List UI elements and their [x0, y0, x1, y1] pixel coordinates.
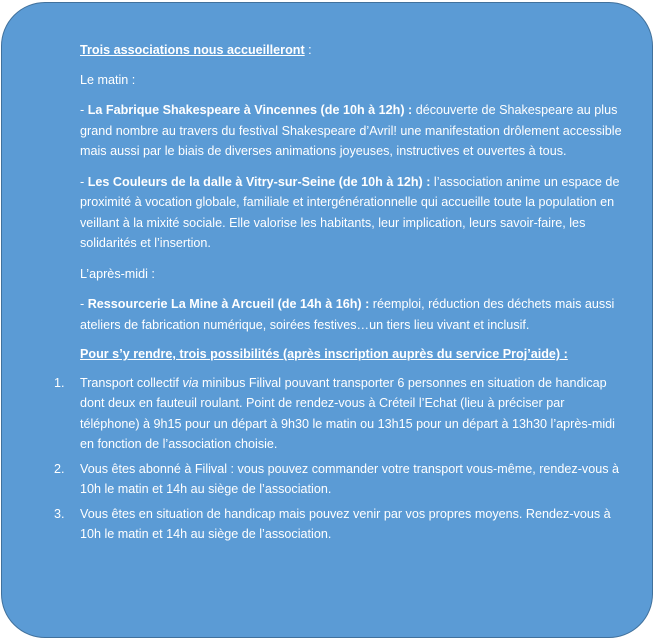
- option-number: 2.: [54, 461, 65, 476]
- association-dash: -: [80, 103, 88, 117]
- association-dash: -: [80, 297, 88, 311]
- association-name: Ressourcerie La Mine à Arcueil (de 14h à 16h) :: [87, 297, 370, 311]
- section-heading: [80, 40, 622, 61]
- heading-colon: :: [304, 43, 312, 57]
- association-description: l’association anime un espace de proximité à vocation globale, familiale et intergénérationnelle qui accueille toute la population en veillant à la mixité sociale. Elle valorise les habitants, leur implication, leurs savoir-faire, les solidarités et l’insertion.: [80, 174, 620, 250]
- afternoon-label: L’après-midi :: [80, 266, 155, 281]
- association-description: découverte de Shakespeare au plus grand nombre au travers du festival Shakespeare d’Avril! une manifestation drôlement accessible mais aussi par le biais de diverses animations joyeuses, instructives et ouvertes à tous.: [80, 103, 622, 158]
- association-dash: -: [80, 174, 88, 189]
- association-name: Les Couleurs de la dalle à Vitry-sur-Seine (de 10h à 12h) :: [87, 174, 431, 189]
- morning-label: Le matin :: [80, 72, 136, 87]
- access-option: [54, 373, 622, 455]
- access-heading-text: Pour s’y rendre, trois possibilités (après inscription auprès du service Proj’aide) :: [80, 347, 568, 361]
- access-option: [54, 459, 622, 500]
- info-content: [54, 40, 622, 549]
- option-text-end: minibus Filival pouvant transporter 6 personnes en situation de handicap dont deux en fauteuil roulant. Point de rendez-vous à Créteil l’Echat (lieu à préciser par téléphone) à 9h15 pour un départ à 9h30 le matin ou 13h15 pour un départ à 13h30 l’après-midi en fonction de l’association choisie.: [80, 375, 615, 451]
- option-number: 1.: [54, 375, 65, 390]
- option-text: Transport collectif: [80, 375, 183, 390]
- access-option: [54, 504, 622, 545]
- association-item: [80, 172, 622, 254]
- access-options-list: [54, 373, 622, 545]
- option-text: Vous êtes abonné à Filival : vous pouvez commander votre transport vous-même, rendez-vous à 10h le matin et 14h au siège de l’association.: [80, 461, 620, 496]
- info-card: [1, 2, 653, 638]
- option-number: 3.: [54, 506, 65, 521]
- option-text-italic: via: [182, 375, 199, 390]
- association-item: [80, 100, 622, 162]
- association-description: réemploi, réduction des déchets mais aussi ateliers de fabrication numérique, soirées festives…un tiers lieu vivant et inclusif.: [80, 297, 615, 332]
- association-name: La Fabrique Shakespeare à Vincennes (de 10h à 12h) :: [87, 103, 413, 117]
- option-text: Vous êtes en situation de handicap mais pouvez venir par vos propres moyens. Rendez-vous à 10h le matin et 14h au siège de l’association.: [80, 506, 611, 541]
- access-heading: [80, 344, 622, 365]
- association-item: [80, 294, 622, 335]
- associations-heading: Trois associations nous accueilleront: [80, 43, 305, 57]
